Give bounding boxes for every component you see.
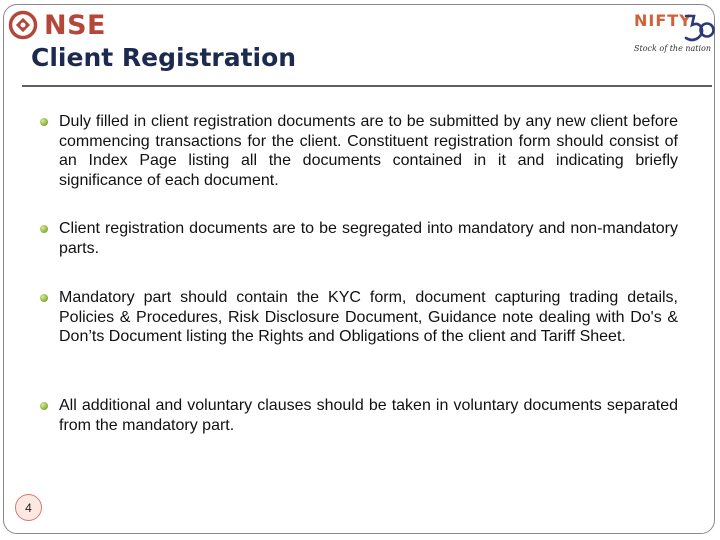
bullet-icon (40, 225, 48, 233)
nse-logo (8, 8, 106, 42)
bullet-text: All additional and voluntary clauses should be taken in voluntary documents separated from the mandatory part. (59, 397, 678, 434)
nifty-50-emblem-icon (682, 8, 716, 44)
nifty-logo-tagline: Stock of the nation (634, 44, 712, 53)
nifty-50-logo (628, 6, 716, 58)
page-number: 4 (15, 494, 42, 521)
list-item (40, 112, 678, 190)
header-divider (22, 85, 712, 87)
bullet-text: Duly filled in client registration documents are to be submitted by any new client before commencing transactions for the client. Constituent registration form should consist of an Index Page listing all the documents contained in it and indicating briefly significance of each document. (59, 113, 678, 189)
bullet-icon (40, 118, 48, 126)
nse-logo-text: NSE (44, 9, 106, 41)
nse-emblem-icon (8, 10, 38, 40)
page-title: Client Registration (31, 43, 297, 72)
list-item (40, 219, 678, 258)
list-item (40, 288, 678, 347)
bullet-text: Mandatory part should contain the KYC form, document capturing trading details, Policies & Procedures, Risk Disclosure Document, Guidance note dealing with Do's & Don’ts Document listing the Rights and Obligations of the client and Tariff Sheet. (59, 289, 678, 345)
bullet-text: Client registration documents are to be segregated into mandatory and non-mandatory parts. (59, 220, 678, 257)
nifty-logo-word: NIFTY (634, 11, 692, 30)
slide-frame (3, 4, 715, 534)
bullet-icon (40, 294, 48, 302)
list-item (40, 396, 678, 435)
bullet-icon (40, 402, 48, 410)
